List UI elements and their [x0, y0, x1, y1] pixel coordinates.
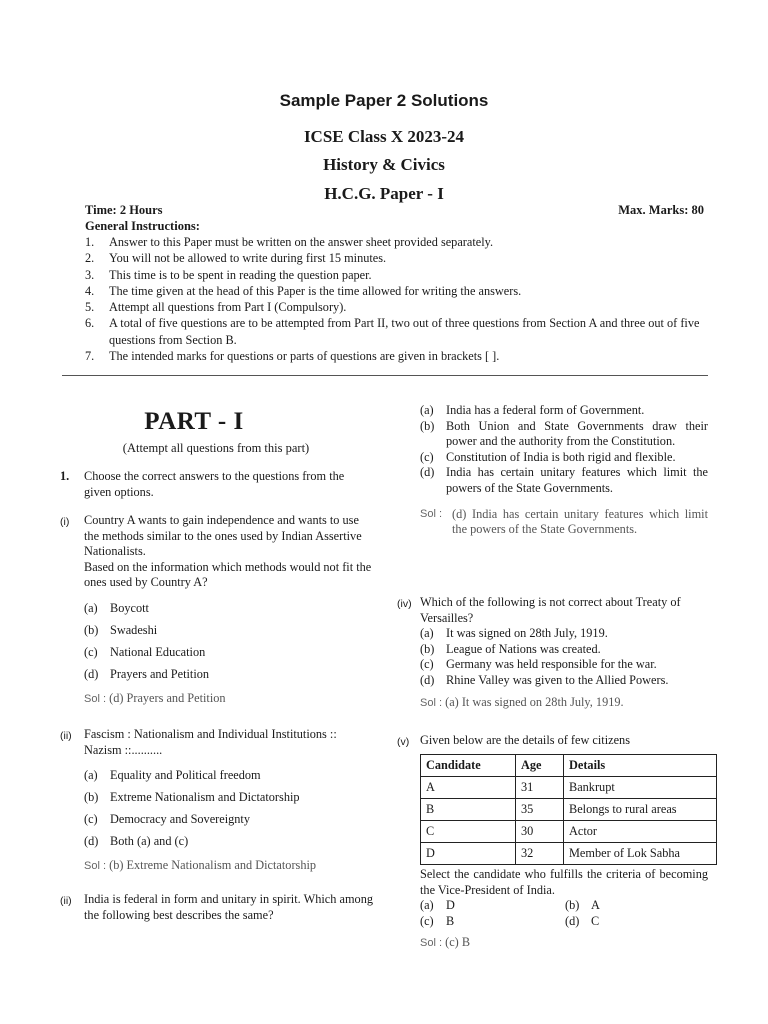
- question-label: (ii): [60, 895, 72, 907]
- question-text: Fascism : Nationalism and Individual Institutions :: Nazism ::..........: [84, 727, 337, 757]
- option-item: (d) C: [565, 913, 600, 928]
- time-label: Time: 2 Hours: [85, 203, 163, 217]
- option-item: (a) It was signed on 28th July, 1919.: [420, 626, 608, 641]
- part-note: (Attempt all questions from this part): [122, 441, 310, 455]
- part-title: PART - I: [144, 408, 244, 435]
- option-item: (d) India has certain unitary features which limit the powers of the State Governments.: [420, 465, 708, 495]
- instruction-item: 2. You will not be allowed to write during first 15 minutes.: [85, 251, 387, 266]
- question-v: [397, 733, 708, 751]
- question-v-continued: [420, 867, 708, 952]
- candidates-table: [420, 754, 717, 865]
- option-item: (c) Democracy and Sovereignty: [84, 812, 250, 827]
- table-header-cell: Candidate: [421, 755, 516, 777]
- table-header-cell: Age: [516, 755, 564, 777]
- option-item: (c) Germany was held responsible for the war.: [420, 657, 657, 672]
- table-row: [421, 777, 717, 799]
- table-cell: A: [421, 777, 516, 799]
- question-text: Given below are the details of few citizens: [420, 733, 630, 747]
- table-cell: 31: [516, 777, 564, 799]
- option-item: (b) Swadeshi: [84, 622, 158, 637]
- paper-line: H.C.G. Paper - I: [324, 184, 444, 203]
- divider: [62, 375, 708, 376]
- option-item: (b) A: [565, 898, 600, 913]
- option-item: (c) National Education: [84, 644, 206, 659]
- option-item: (a) Boycott: [84, 600, 149, 615]
- table-cell: D: [421, 843, 516, 865]
- question-label: (ii): [60, 730, 72, 742]
- subject-line: History & Civics: [323, 155, 445, 174]
- question-i: [60, 513, 373, 708]
- question-label: (i): [60, 516, 70, 528]
- instruction-item: 1. Answer to this Paper must be written on the answer sheet provided separately.: [85, 235, 494, 249]
- solution: Sol : (d) India has certain unitary features which limit the powers of the State Governments.: [420, 506, 708, 537]
- option-item: (b) Extreme Nationalism and Dictatorship: [84, 790, 300, 805]
- question-number: 1.: [60, 469, 70, 483]
- table-cell: 30: [516, 821, 564, 843]
- question-label: (v): [397, 736, 410, 748]
- option-item: (d) Both (a) and (c): [84, 834, 189, 849]
- option-item: (a) Equality and Political freedom: [84, 768, 261, 783]
- instruction-item: 7. The intended marks for questions or parts of questions are given in brackets [ ].: [85, 349, 500, 364]
- question-label: (iv): [397, 598, 412, 610]
- table-header-cell: Details: [564, 755, 717, 777]
- question-text: India is federal in form and unitary in spirit. Which among the following best describes the same?: [84, 892, 373, 922]
- question-text: Country A wants to gain independence and wants to use the methods similar to the ones used by Indian Assertive Nationalists.: [84, 513, 362, 559]
- table-cell: C: [421, 821, 516, 843]
- table-row: [421, 821, 717, 843]
- table-row: [421, 843, 717, 865]
- question-text: Select the candidate who fulfills the criteria of becoming the Vice-President of India.: [420, 867, 708, 897]
- instruction-item: 5. Attempt all questions from Part I (Compulsory).: [85, 300, 347, 315]
- option-item: (d) Rhine Valley was given to the Allied Powers.: [420, 672, 669, 687]
- option-item: (d) Prayers and Petition: [84, 666, 210, 681]
- solution: Sol : (b) Extreme Nationalism and Dictatorship: [84, 858, 317, 873]
- table-row: [421, 799, 717, 821]
- instructions-list: [85, 234, 717, 364]
- table-header-row: [421, 755, 717, 777]
- class-line: ICSE Class X 2023-24: [303, 127, 465, 146]
- table-cell: 35: [516, 799, 564, 821]
- candidates-table-wrap: [420, 754, 717, 865]
- instruction-item: 3. This time is to be spent in reading the question paper.: [85, 267, 372, 282]
- table-cell: 32: [516, 843, 564, 865]
- table-cell: Bankrupt: [564, 777, 717, 799]
- table-cell: Actor: [564, 821, 717, 843]
- document-title: Sample Paper 2 Solutions: [279, 91, 489, 110]
- option-item: (b) League of Nations was created.: [420, 641, 601, 656]
- question-iii-options: [420, 403, 708, 538]
- instruction-item: 4. The time given at the head of this Paper is the time allowed for writing the answers.: [85, 283, 522, 298]
- option-item: (c) B: [420, 913, 455, 928]
- question-text: Which of the following is not correct about Treaty of Versailles?: [420, 595, 681, 625]
- solution: Sol : (d) Prayers and Petition: [84, 690, 226, 705]
- option-item: (b) Both Union and State Governments draw their power and the authority from the Constitution.: [420, 418, 708, 449]
- table-cell: Member of Lok Sabha: [564, 843, 717, 865]
- table-cell: B: [421, 799, 516, 821]
- solution: Sol : (a) It was signed on 28th July, 1919.: [420, 694, 624, 709]
- question-ii: [60, 727, 373, 875]
- question-iv: [397, 595, 708, 711]
- max-marks-label: Max. Marks: 80: [618, 203, 704, 217]
- option-item: (c) Constitution of India is both rigid and flexible.: [420, 449, 676, 464]
- instructions-heading: General Instructions:: [85, 219, 200, 233]
- question-text: Choose the correct answers to the questions from the given options.: [84, 469, 345, 499]
- question-text: Based on the information which methods would not fit the ones used by Country A?: [84, 559, 372, 590]
- option-item: (a) India has a federal form of Government.: [420, 403, 645, 417]
- solution: Sol : (c) B: [420, 935, 471, 950]
- option-item: (a) D: [420, 898, 455, 913]
- question-iii: [60, 892, 373, 923]
- table-cell: Belongs to rural areas: [564, 799, 717, 821]
- question-1: [60, 469, 373, 500]
- instruction-item: 6. A total of five questions are to be attempted from Part II, two out of three questions from Section A and three out of five questions from Section B.: [85, 316, 700, 347]
